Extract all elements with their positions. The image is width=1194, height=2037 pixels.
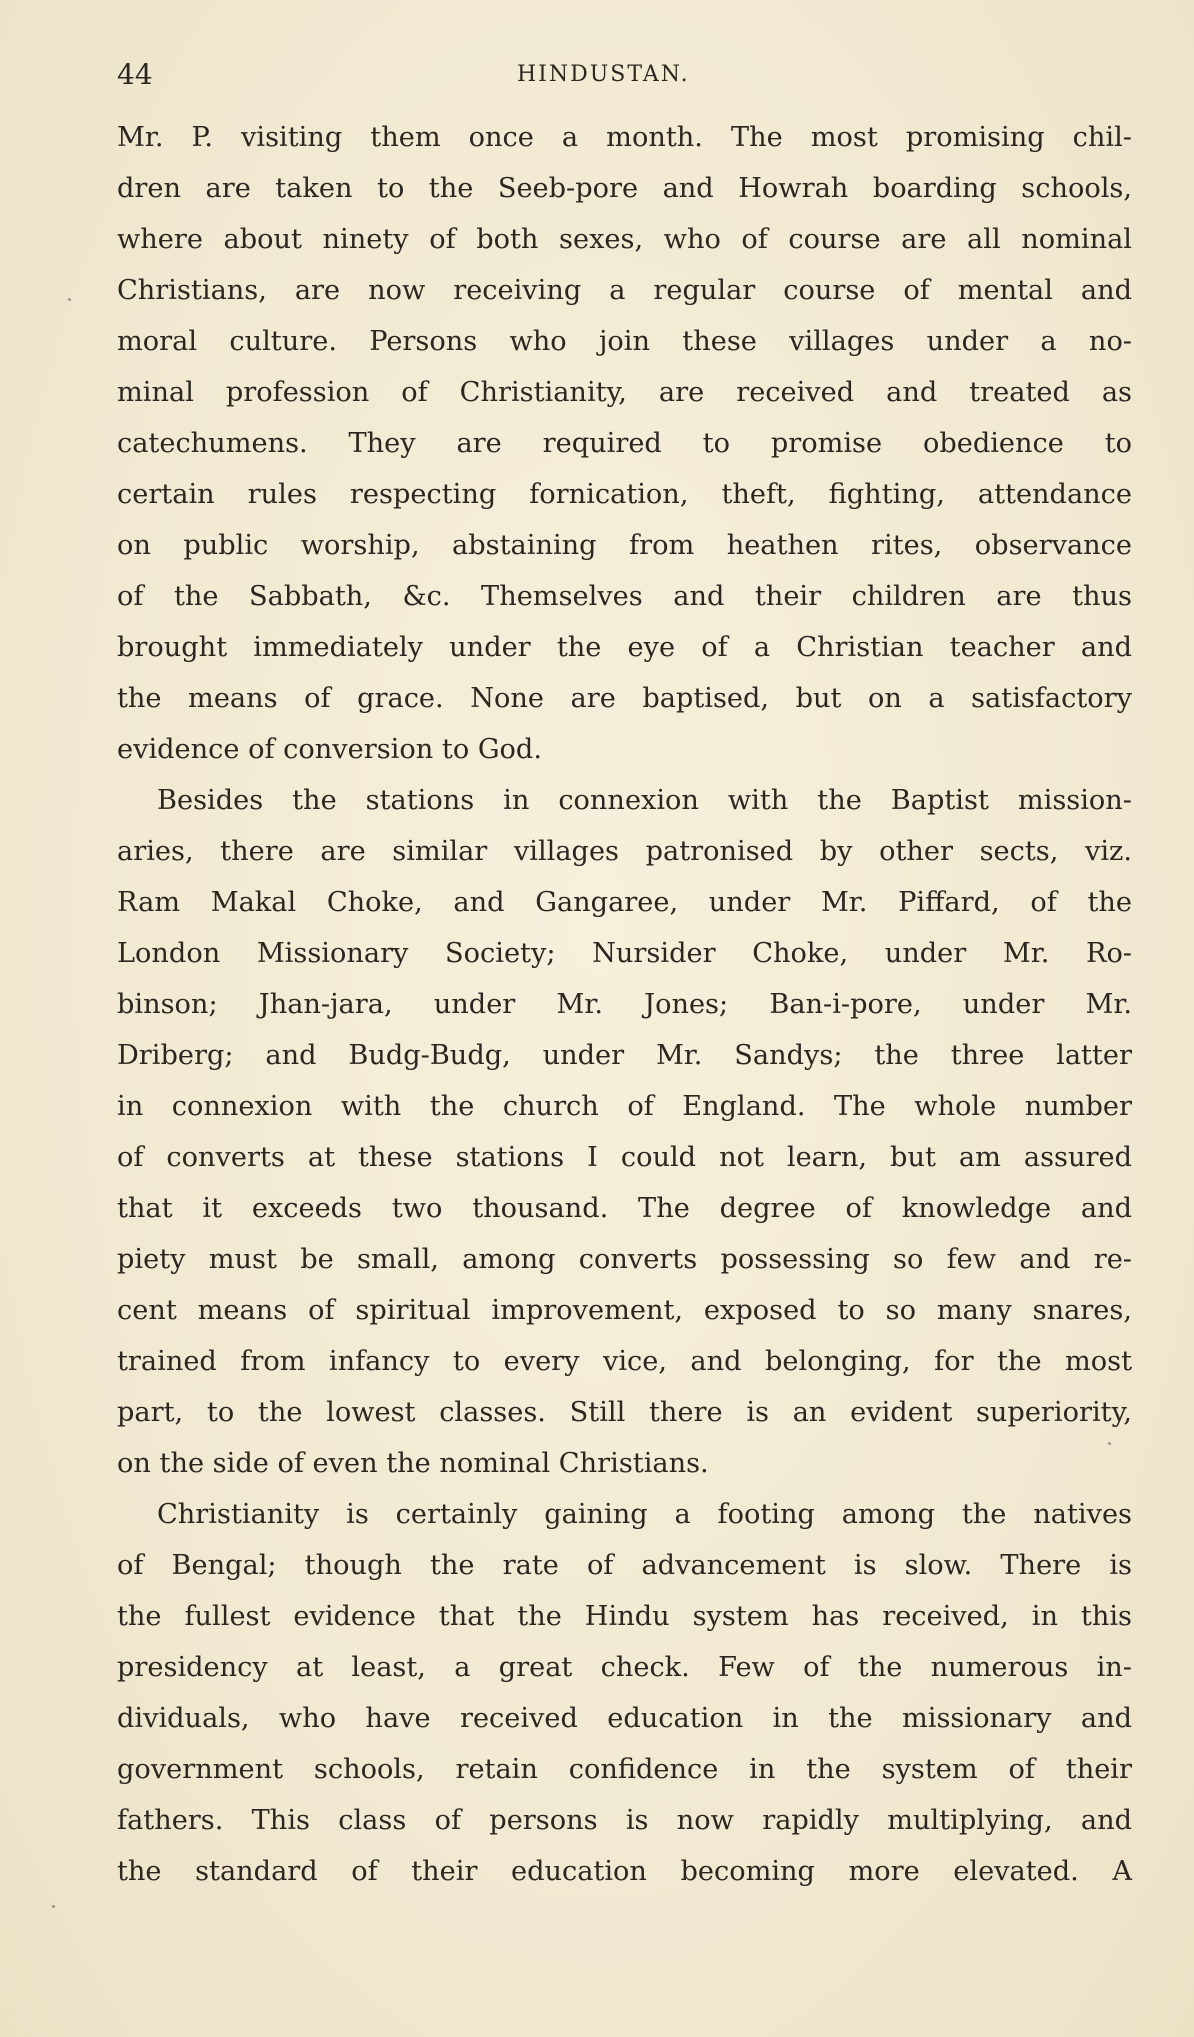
text-line: that it exceeds two thousand. The degree of knowledge and (117, 1193, 1132, 1224)
text-line: certain rules respecting fornication, theft, fighting, attendance (117, 479, 1132, 510)
text-line: of Bengal; though the rate of advancement is slow. There is (117, 1550, 1132, 1581)
text-line: brought immediately under the eye of a Christian teacher and (117, 632, 1132, 663)
text-line: Mr. P. visiting them once a month. The most promising chil- (117, 122, 1132, 153)
text-line: moral culture. Persons who join these villages under a no- (117, 326, 1132, 357)
paper-speck (52, 1905, 55, 1908)
running-head: HINDUSTAN. (517, 62, 690, 87)
text-line: where about ninety of both sexes, who of course are all nominal (117, 224, 1132, 255)
text-line: on the side of even the nominal Christians. (117, 1448, 709, 1479)
text-line: of converts at these stations I could not learn, but am assured (117, 1142, 1132, 1173)
page-number: 44 (117, 58, 153, 91)
text-line: fathers. This class of persons is now rapidly multiplying, and (117, 1805, 1132, 1836)
paper-speck (68, 298, 71, 301)
text-line: of the Sabbath, &c. Themselves and their children are thus (117, 581, 1132, 612)
text-line: Besides the stations in connexion with the Baptist mission- (157, 785, 1132, 816)
text-line: presidency at least, a great check. Few of the numerous in- (117, 1652, 1132, 1683)
paragraph-3 (117, 1489, 1132, 1897)
text-line: dren are taken to the Seeb-pore and Howrah boarding schools, (117, 173, 1132, 204)
text-line: binson; Jhan-jara, under Mr. Jones; Ban-i-pore, under Mr. (117, 989, 1132, 1020)
text-line: part, to the lowest classes. Still there is an evident superiority, (117, 1397, 1132, 1428)
text-line: London Missionary Society; Nursider Choke, under Mr. Ro- (117, 938, 1132, 969)
text-line: evidence of conversion to God. (117, 734, 542, 765)
text-line: the means of grace. None are baptised, but on a satisfactory (117, 683, 1132, 714)
text-line: piety must be small, among converts possessing so few and re- (117, 1244, 1132, 1275)
text-line: minal profession of Christianity, are received and treated as (117, 377, 1132, 408)
text-line: Christianity is certainly gaining a footing among the natives (157, 1499, 1132, 1530)
text-line: Christians, are now receiving a regular course of mental and (117, 275, 1132, 306)
text-line: in connexion with the church of England. The whole number (117, 1091, 1132, 1122)
text-line: the fullest evidence that the Hindu system has received, in this (117, 1601, 1132, 1632)
text-line: the standard of their education becoming more elevated. A (117, 1856, 1132, 1887)
text-line: trained from infancy to every vice, and belonging, for the most (117, 1346, 1132, 1377)
text-line: dividuals, who have received education in the missionary and (117, 1703, 1132, 1734)
body-text (117, 112, 1132, 1897)
text-line: cent means of spiritual improvement, exposed to so many snares, (117, 1295, 1132, 1326)
text-line: Ram Makal Choke, and Gangaree, under Mr. Piffard, of the (117, 887, 1132, 918)
text-line: catechumens. They are required to promise obedience to (117, 428, 1132, 459)
page-header (117, 58, 1132, 98)
text-line: government schools, retain confidence in the system of their (117, 1754, 1132, 1785)
text-line: aries, there are similar villages patronised by other sects, viz. (117, 836, 1132, 867)
paragraph-1 (117, 112, 1132, 775)
paper-speck (1108, 1442, 1111, 1445)
paragraph-2 (117, 775, 1132, 1489)
text-line: on public worship, abstaining from heathen rites, observance (117, 530, 1132, 561)
text-line: Driberg; and Budg-Budg, under Mr. Sandys; the three latter (117, 1040, 1132, 1071)
